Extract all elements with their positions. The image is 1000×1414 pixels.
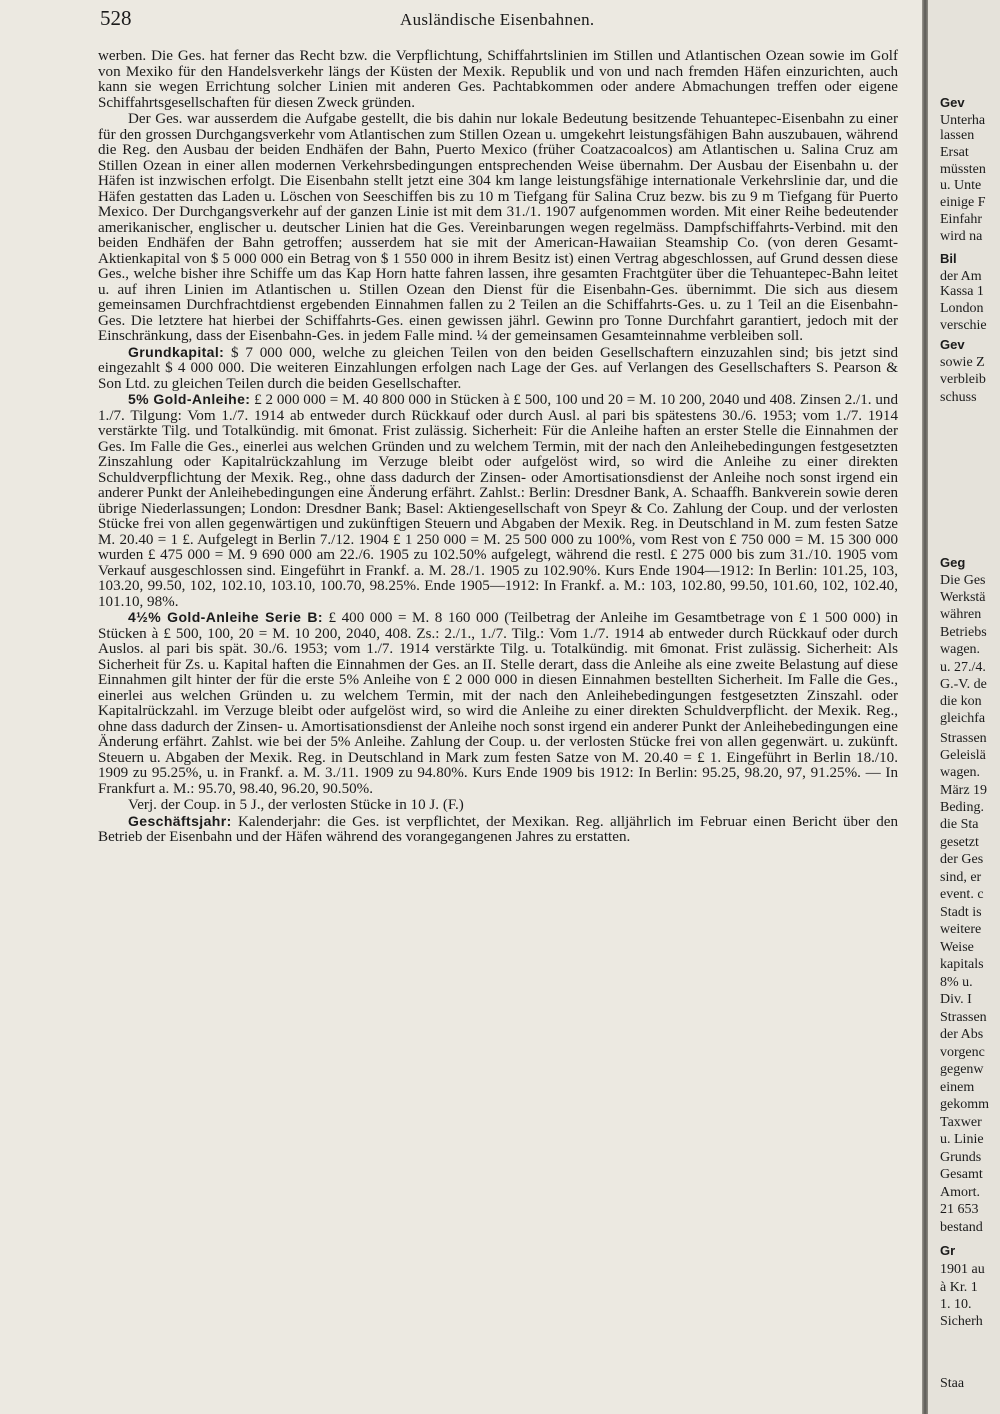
paragraph-gold-anleihe	[98, 392, 898, 610]
adjacent-page-fragment: wird na	[940, 229, 983, 244]
adjacent-page-fragment: gegenw	[940, 1062, 984, 1077]
adjacent-page-fragment: Div. I	[940, 992, 972, 1007]
adjacent-page-fragment: sind, er	[940, 870, 982, 885]
paragraph-lead: 4½% Gold-Anleihe Serie B:	[128, 609, 323, 625]
adjacent-page-fragment: Unterha	[940, 113, 986, 128]
adjacent-page-fragment: die Sta	[940, 817, 979, 832]
adjacent-page-edge	[928, 0, 1000, 1414]
paragraph-lead: 5% Gold-Anleihe:	[128, 391, 251, 407]
adjacent-page-fragment: Gev	[940, 337, 965, 352]
adjacent-page-fragment: 1. 10.	[940, 1297, 972, 1312]
body-text	[98, 48, 898, 846]
adjacent-page-fragment: Staa	[940, 1376, 965, 1391]
paragraph-verjaehrung	[98, 797, 898, 814]
adjacent-page-fragment: Strassen	[940, 1010, 987, 1025]
adjacent-page-fragment: einem	[940, 1080, 975, 1095]
adjacent-page-fragment: Stadt is	[940, 905, 982, 920]
paragraph-text: $ 7 000 000, welche zu gleichen Teilen von den beiden Gesellschaftern einzuzahlen sind; bis jetzt sind eingezahlt $ 4 000 000. Die weiteren Einzahlungen erfolgen nach Lage der Ges. auf Verlangen des Gesellschafters S. Pearson & Son Ltd. zu gleichen Teilen durch die beiden Gesellschafter.	[98, 344, 899, 392]
adjacent-page-fragment: Taxwer	[940, 1115, 982, 1130]
adjacent-page-fragment: Gesamt	[940, 1167, 983, 1182]
adjacent-page-fragment: bestand	[940, 1220, 983, 1235]
adjacent-page-fragment: Strassen	[940, 731, 987, 746]
adjacent-page-fragment: wagen.	[940, 642, 981, 657]
adjacent-page-fragment: Einfahr	[940, 212, 982, 227]
adjacent-page-fragment: u. Linie	[940, 1132, 984, 1147]
adjacent-page-fragment: schuss	[940, 390, 977, 405]
paragraph-text: Der Ges. war ausserdem die Aufgabe gestellt, die bis dahin nur lokale Bedeutung besitzende Tehuantepec-Eisenbahn zu einer für den grossen Durchgangsverkehr vom Atlantischen zum Stillen Ozean u. umgekehrt leistungsfähigen Bahn auszubauen, während die Reg. den Ausbau der beiden Endhäfen der Bahn, Puerto Mexico (früher Coatzacoalcos) am Atlantischen u. Salina Cruz am Stillen Ozean in einer allen modernen Verkehrsbedingungen entsprechenden Weise übernahm. Der Ausbau der Eisenbahn u. der Häfen ist inzwischen erfolgt. Die Eisenbahn stellt jetzt eine 304 km lange leistungsfähige internationale Verkehrslinie dar, und die Häfen gestatten das Laden u. Löschen von Seeschiffen bis zu 10 m Tiefgang für Salina Cruz bezw. bis zu 9 m Tiefgang für Puerto Mexico. Der Durchgangsverkehr auf der ganzen Linie ist mit dem 31./1. 1907 aufgenommen worden. Mit einer Reihe bedeutender amerikanischer, englischer u. deutscher Linien hat die Ges. Vereinbarungen wegen regelmäss. Dampfschiffahrts-Verbind. mit den beiden Endhäfen der Bahn getroffen; ausserdem hat sie mit der American-Hawaiian Steamship Co. (von deren Gesamt-Aktienkapital von $ 5 000 000 ein Betrag von $ 1 550 000 in ihrem Besitz ist) einen Vertrag abgeschlossen, auf Grund dessen diese Ges., welche bisher ihre Schiffe um das Kap Horn hatte fahren lassen, ihre gesamten Frachtgüter über die Tehuantepec-Bahn leitet u. auf ihren Linien im Atlantischen u. Stillen Ozean den Dienst für die Eisenbahn-Ges. übernimmt. Die sich aus diesem gemeinsamen Durchfrachtdienst ergebenden Einnahmen fallen zu 2 Teilen an die Schiffahrts-Ges. u. zu 1 Teil an die Eisenbahn-Ges. Die letztere hat hierbei der Schiffahrts-Ges. einen gewissen jährl. Gewinn pro Tonne Durchfahrt garantiert, jedoch mit der Einschränkung, dass der Eisenbahn-Ges. in jedem Falle mind. ¼ der gemeinsamen Gesamteinnahme verbleiben soll.	[98, 111, 898, 344]
adjacent-page-fragment: Beding.	[940, 800, 984, 815]
adjacent-page-fragment: währen	[940, 607, 982, 622]
adjacent-page-fragment: Sicherh	[940, 1314, 983, 1329]
adjacent-page-fragment: Amort.	[940, 1185, 981, 1200]
adjacent-page-fragment: London	[940, 301, 984, 316]
adjacent-page-fragment: Betriebs	[940, 625, 987, 640]
adjacent-page-fragment: u. Unte	[940, 178, 982, 193]
adjacent-page-fragment: sowie Z	[940, 355, 985, 370]
adjacent-page-fragment: März 19	[940, 783, 988, 798]
running-title: Ausländische Eisenbahnen.	[400, 10, 595, 29]
adjacent-page-fragment: 8% u.	[940, 975, 973, 990]
adjacent-page-fragment: Grunds	[940, 1150, 982, 1165]
adjacent-page-fragment: Kassa 1	[940, 284, 984, 299]
adjacent-page-fragment: weitere	[940, 922, 982, 937]
adjacent-page-fragment: u. 27./4.	[940, 660, 986, 675]
paragraph-text: werben. Die Ges. hat ferner das Recht bzw. die Verpflichtung, Schiffahrtslinien im Stillen und Atlantischen Ozean sowie im Golf von Mexiko für den Handelsverkehr längs der Küsten der Mexik. Republik und von und nach fremden Häfen einzurichten, auch kann sie wegen Errichtung solcher Linien mit anderen Ges. Pachtabkommen oder andere Abmachungen treffen oder eigene Schiffahrtsgesellschaften für diesen Zweck gründen.	[98, 48, 898, 111]
adjacent-page-fragment: lassen	[940, 128, 975, 143]
paragraph-gold-anleihe-serie-b	[98, 610, 898, 797]
adjacent-page-fragment: 1901 au	[940, 1262, 985, 1277]
adjacent-page-fragment: Die Ges	[940, 573, 986, 588]
adjacent-page-fragment: der Abs	[940, 1027, 984, 1042]
adjacent-page-fragment: 21 653	[940, 1202, 979, 1217]
paragraph	[98, 111, 898, 345]
adjacent-page-fragment: verschie	[940, 318, 987, 333]
main-page	[88, 0, 920, 1414]
adjacent-page-fragment: gleichfa	[940, 711, 986, 726]
paragraph	[98, 48, 898, 111]
paragraph-lead: Geschäftsjahr:	[128, 812, 232, 829]
adjacent-page-fragment: à Kr. 1	[940, 1280, 978, 1295]
adjacent-page-fragment: einige F	[940, 195, 986, 210]
paragraph-text: £ 2 000 000 = M. 40 800 000 in Stücken à £ 500, 100 und 20 = M. 10 200, 2040 und 408. Zinsen 2./1. und 1./7. Tilgung: Vom 1./7. 1914 ab entweder durch Rückkauf oder durch Ausl. al pari bis spätestens 30./6. 1953; vom 1./7. 1914 verstärkte Tilg. und Totalkündig. mit 6monat. Frist zulässig. Sicherheit: Für die Anleihe haften an erster Stelle die Einnahmen der Ges. Im Falle die Ges., einerlei aus welchen Gründen und zu welchem Termin, mit der nach den Anleihebedingungen festgesetzten Zinszahlung oder Kapitalrückzahlung im Verzuge bleibt oder aufgelöst wird, so wird die Anleihe zu einer direkten Schuldverpflichtung der Mexik. Reg., ohne dass dadurch der Zinsen- oder Amortisationsdienst der Anleihe noch sonst irgend ein anderer Punkt der Anleihebedingungen eine Änderung erfährt. Zahlst.: Berlin: Dresdner Bank, A. Schaaffh. Bankverein sowie deren übrige Niederlassungen; London: Dresdner Bank; Basel: Aktiengesellschaft von Speyr & Co. Zahlung der Coup. und der verlosten Stücke frei von allen gegenwärtigen und zukünftigen Steuern und Abgaben der Mexik. Reg. in Deutschland in M. zum festen Satze M. 20.40 = 1 £. Aufgelegt in Berlin 7./12. 1904 £ 1 250 000 = M. 25 500 000 zu 100%, vom Rest von £ 750 000 = M. 15 300 000 wurden £ 475 000 = M. 9 690 000 am 22./6. 1905 zu 102.50% aufgelegt, während die restl. £ 275 000 bis zum 31./10. 1905 vom Verkauf ausgeschlossen sind. Eingeführt in Frankf. a. M. 28./1. 1905 zu 102.90%. Kurs Ende 1904—1912: In Berlin: 101.25, 103, 103.20, 99.50, 102, 102.10, 103.10, 100.70, 98.25%. Ende 1905—1912: In Frankf. a. M.: 103, 102.80, 99.50, 101.60, 102, 102.40, 101.10, 98%.	[98, 392, 899, 610]
paragraph-grundkapital	[98, 345, 898, 393]
adjacent-page-fragment: Geleislä	[940, 748, 986, 763]
paragraph-text: Kalenderjahr: die Ges. ist verpflichtet, der Mexikan. Reg. alljährlich im Februar einen Bericht über den Betrieb der Eisenbahn und der Häfen während des vorangegangenen Jahres zu erstatten.	[98, 813, 898, 845]
adjacent-page-fragment: Gr	[940, 1243, 956, 1258]
adjacent-page-fragment: Weise	[940, 940, 974, 955]
adjacent-page-fragment: die kon	[940, 694, 982, 709]
adjacent-page-fragment: Gev	[940, 95, 965, 110]
adjacent-page-fragment: verbleib	[940, 372, 986, 387]
adjacent-page-fragment: gesetzt	[940, 835, 979, 850]
paragraph-text: £ 400 000 = M. 8 160 000 (Teilbetrag der Anleihe im Gesamtbetrage von £ 1 500 000) in Stücken à £ 500, 100, 20 = M. 10 200, 2040, 408. Zs.: 2./1., 1./7. Tilg.: Vom 1./7. 1914 ab entweder durch Rückkauf oder durch Auslos. al pari bis spät. 30./6. 1953; vom 1./7. 1914 verstärkte Tilg. u. Totalkündig. mit 6monat. Frist zulässig. Sicherheit: Als Sicherheit für Zs. u. Kapital haften die Einnahmen der Ges. an II. Stelle derart, dass die Anleihe als eine zweite Belastung auf diese Einnahmen gilt hinter der für die erste 5% Anleihe von £ 2 000 000 in diesen Einnahmen bestellten Sicherheit. Im Falle die Ges., einerlei aus welchen Gründen u. zu welchem Termin, mit der nach den Anleihebedingungen festgesetzten Zinszahl. oder Kapitalrückzahl. im Verzuge bleibt oder aufgelöst wird, so wird die Anleihe zu einer direkten Schuldverpflicht. der Mexik. Reg., ohne dass dadurch der Zinsen- u. Amortisationsdienst der Anleihe noch sonst irgend ein anderer Punkt der Anleihebedingungen eine Änderung erfährt. Zahlst. wie bei der 5% Anleihe. Zahlung der Coup. u. der verlosten Stücke frei von allen gegenwärt. u. zukünft. Steuern u. Abgaben der Mexik. Reg. in Deutschland in Mark zum festen Satze von M. 20.40 = £ 1. Eingeführt in Berlin 18./10. 1909 zu 95.25%, u. in Frankf. a. M. 3./11. 1909 zu 94.80%. Kurs Ende 1909 bis 1912: In Berlin: 95.25, 98.20, 97, 91.25%. — In Frankfurt a. M.: 95.70, 98.40, 96.20, 90.50%.	[98, 610, 898, 797]
adjacent-page-fragment: Bil	[940, 251, 957, 266]
adjacent-page-fragment: Ersat	[940, 145, 969, 160]
adjacent-page-fragment: müssten	[940, 162, 986, 177]
adjacent-page-fragment: vorgenc	[940, 1045, 985, 1060]
adjacent-page-fragment: der Ges	[940, 852, 984, 867]
adjacent-page-fragment: G.-V. de	[940, 677, 987, 692]
adjacent-page-fragment: gekomm	[940, 1097, 989, 1112]
paragraph-lead: Grundkapital:	[128, 343, 225, 360]
adjacent-page-fragment: Werkstä	[940, 590, 986, 605]
adjacent-page-fragment: Geg	[940, 555, 966, 570]
paragraph-text: Verj. der Coup. in 5 J., der verlosten Stücke in 10 J. (F.)	[128, 797, 464, 813]
adjacent-page-fragment: der Am	[940, 269, 982, 284]
page-header	[100, 6, 920, 34]
adjacent-page-fragment: kapitals	[940, 957, 984, 972]
page-number: 528	[100, 6, 132, 30]
adjacent-page-fragment: wagen.	[940, 765, 981, 780]
paragraph-geschaeftsjahr	[98, 814, 898, 846]
adjacent-page-fragment: event. c	[940, 887, 984, 902]
